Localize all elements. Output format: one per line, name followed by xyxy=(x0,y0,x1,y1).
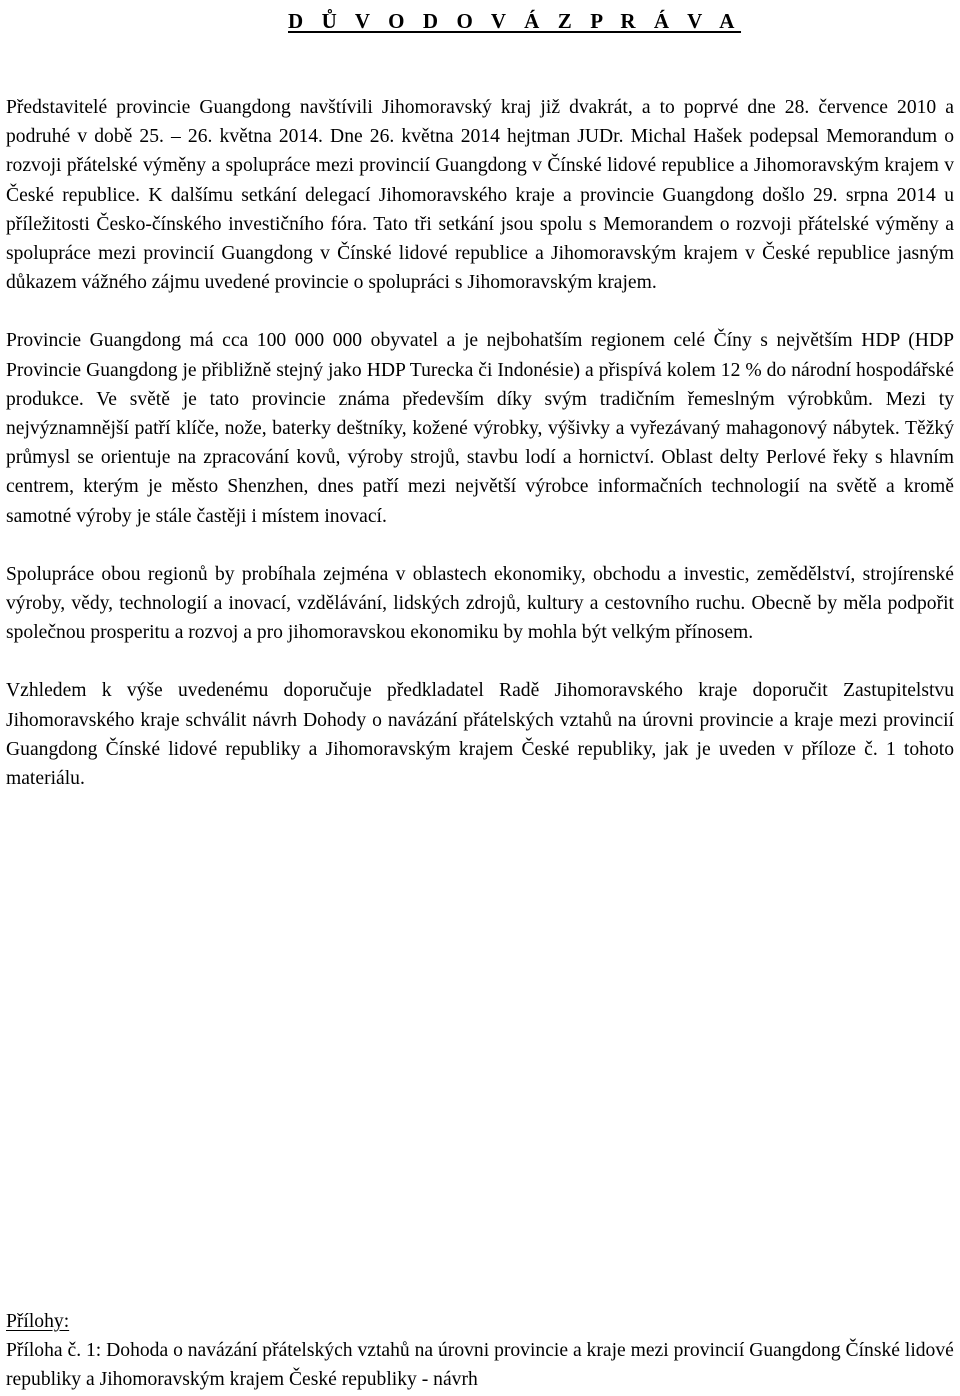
paragraph-visits: Představitelé provincie Guangdong navštívili Jihomoravský kraj již dvakrát, a to poprvé dne 28. července 2010 a podruhé v době 25. – 26. května 2014. Dne 26. května 2014 hejtman JUDr. Michal Hašek podepsal Memorandum o rozvoji přátelské výměny a spolupráce mezi provincií Guangdong v Čínské lidové republice a Jihomoravským krajem v České republice. K dalšímu setkání delegací Jihomoravského kraje a provincie Guangdong došlo 29. srpna 2014 u příležitosti Česko-čínského investičního fóra. Tato tři setkání jsou spolu s Memorandem o rozvoji přátelské výměny a spolupráce mezi provincií Guangdong v Čínské lidové republice a Jihomoravským krajem v České republice jasným důkazem vážného zájmu uvedené provincie o spolupráci s Jihomoravským krajem. xyxy=(6,97,954,294)
attachment-item: Příloha č. 1: Dohoda o navázání přátelských vztahů na úrovni provincie a kraje mezi provincií Guangdong Čínské lidové republiky a Jihomoravským krajem České republiky - návrh xyxy=(6,1340,954,1391)
document-title xyxy=(6,0,954,36)
paragraph-province-profile: Provincie Guangdong má cca 100 000 000 obyvatel a je nejbohatším regionem celé Číny s největším HDP (HDP Provincie Guangdong je přibližně stejný jako HDP Turecka či Indonésie) a přispívá kolem 12 % do národní hospodářské produkce. Ve světě je tato provincie známa především díky svým tradičním řemeslným výrobkům. Mezi ty nejvýznamnější patří klíče, nože, baterky deštníky, kožené výrobky, výšivky a vyřezávaný mahagonový nábytek. Těžký průmysl se orientuje na zpracování kovů, výroby strojů, stavbu lodí a hornictví. Oblast delty Perlové řeky s hlavním centrem, kterým je město Shenzhen, dnes patří mezi největší výrobce informačních technologií na světě a kromě samotné výroby je stále častěji i místem inovací. xyxy=(6,330,954,527)
paragraph-cooperation-areas: Spolupráce obou regionů by probíhala zejména v oblastech ekonomiky, obchodu a investic, zemědělství, strojírenské výroby, vědy, technologií a inovací, vzdělávání, lidských zdrojů, kultury a cestovního ruchu. Obecně by měla podpořit společnou prosperitu a rozvoj a pro jihomoravskou ekonomiku by mohla být velkým přínosem. xyxy=(6,563,954,644)
document-page xyxy=(6,0,954,793)
attachments-heading: Přílohy: xyxy=(6,1311,70,1332)
attachments-section xyxy=(6,1307,954,1395)
document-title-text: D Ů V O D O V Á Z P R Á V A xyxy=(288,9,742,33)
paragraph-recommendation: Vzhledem k výše uvedenému doporučuje předkladatel Radě Jihomoravského kraje doporučit Zastupitelstvu Jihomoravského kraje schválit návrh Dohody o navázání přátelských vztahů na úrovni provincie a kraje mezi provincií Guangdong Čínské lidové republiky a Jihomoravským krajem České republiky, jak je uveden v příloze č. 1 tohoto materiálu. xyxy=(6,680,954,790)
